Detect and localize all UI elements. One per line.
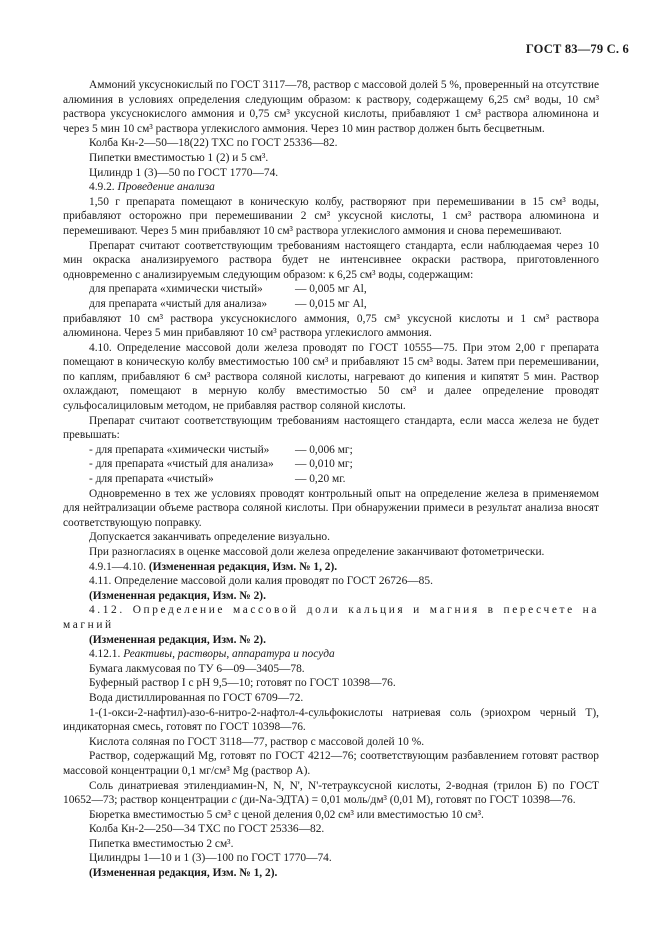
amendment-note: (Измененная редакция, Изм. № 2).	[89, 589, 266, 602]
section-number: 4.9.2.	[89, 181, 115, 194]
amendment-note	[63, 560, 599, 575]
amendment-note: (Измененная редакция, Изм. № 2).	[89, 633, 266, 646]
paragraph: 4.11. Определение массовой доли калия проводят по ГОСТ 26726—85.	[89, 575, 433, 588]
al-row-label: для препарата «чистый для анализа»	[89, 297, 268, 310]
paragraph: Буферный раствор I с рН 9,5—10; готовят по ГОСТ 10398—76.	[89, 677, 396, 690]
paragraph: Цилиндры 1—10 и 1 (3)—100 по ГОСТ 1770—74.	[89, 852, 332, 865]
fe-row	[63, 443, 599, 458]
paragraph: Допускается заканчивать определение визуально.	[89, 531, 330, 544]
al-row-value: — 0,005 мг Al,	[295, 283, 367, 296]
paragraph	[63, 779, 599, 808]
paragraph: 1-(1-окси-2-нафтил)-азо-6-нитро-2-нафтол-4-сульфокислоты натриевая соль (эриохром черный Т), индикаторная смесь, готовят по ГОСТ 10398—76.	[63, 706, 599, 734]
section-title: Реактивы, растворы, аппаратура и посуда	[123, 648, 335, 661]
paragraph: 1,50 г препарата помещают в коническую колбу, растворяют при перемешивании в 15 см³ воды, прибавляют осторожно при перемешивании 2 см³ уксусной кислоты, 1 см³ раствора алюминона и перемешивают. Через 5 мин прибавляют 10 см³ раствора углекислого аммония и снова перемешивают.	[63, 195, 599, 237]
paragraph: Бумага лакмусовая по ТУ 6—09—3405—78.	[89, 662, 305, 675]
paragraph: Колба Кн-2—250—34 ТХС по ГОСТ 25336—82.	[89, 823, 325, 836]
al-row-label: для препарата «химически чистый»	[89, 283, 263, 296]
paragraph: Кислота соляная по ГОСТ 3118—77, раствор с массовой долей 10 %.	[89, 735, 425, 748]
al-row	[63, 282, 599, 297]
paragraph-part: (ди-Na-ЭДТА) = 0,01 моль/дм³ (0,01 М), готовят по ГОСТ 10398—76.	[239, 794, 576, 807]
page-header: ГОСТ 83—79 С. 6	[525, 42, 629, 56]
paragraph: Вода дистиллированная по ГОСТ 6709—72.	[89, 691, 304, 704]
paragraph: При разногласиях в оценке массовой доли железа определение заканчивают фотометрически.	[89, 546, 545, 558]
section-number: 4.12.1.	[89, 648, 121, 661]
paragraph: Одновременно в тех же условиях проводят контрольный опыт на определение железа в применяемом для нейтрализации объеме раствора соляной кислоты. При обнаружении примеси в результат анализа вносят соответствующую поправку.	[63, 487, 599, 529]
paragraph: Пипетки вместимостью 1 (2) и 5 см³.	[89, 151, 269, 164]
paragraph: 4.10. Определение массовой доли железа проводят по ГОСТ 10555—75. При этом 2,00 г препарата помещают в коническую колбу вместимостью 100 см³ и прибавляют 15 см³ воды. Затем при перемешивании, по каплям, прибавляют 6 см³ раствора соляной кислоты, нагревают до кипения и кипятят 5 мин. Раствор охлаждают, помещают в мерную колбу вместимостью 50 см³ и далее определение проводят сульфосалициловым методом, не прибавляя раствор соляной кислоты.	[63, 341, 599, 413]
paragraph: Раствор, содержащий Mg, готовят по ГОСТ 4212—76; соответствующим разбавлением готовят раствор массовой концентрации 0,1 мг/см³ Mg (раствор А).	[63, 750, 599, 777]
paragraph-part: Соль динатриевая этилендиамин-N, N, N', N'-тетрауксусной кислоты, 2-водная (трилон Б) по ГОСТ 10652—73; раствор концентрации	[63, 779, 599, 807]
document-body	[63, 78, 599, 881]
paragraph: Цилиндр 1 (3)—50 по ГОСТ 1770—74.	[89, 166, 279, 179]
section-title: Проведение анализа	[117, 181, 215, 194]
paragraph: прибавляют 10 см³ раствора уксуснокислого аммония, 0,75 см³ уксусной кислоты и 1 см³ раствора алюминона. Через 5 мин прибавляют 10 см³ раствора углекислого аммония.	[63, 312, 599, 340]
al-row	[63, 297, 599, 312]
amendment-text: (Измененная редакция, Изм. № 1, 2).	[148, 560, 338, 573]
fe-row-value: — 0,20 мг.	[295, 473, 346, 486]
fe-row-value: — 0,006 мг;	[295, 443, 353, 456]
paragraph: Аммоний уксуснокислый по ГОСТ 3117—78, раствор с массовой долей 5 %, проверенный на отсутствие алюминия в условиях определения следующим образом: к раствору, содержащему 6,25 см³ воды, 10 см³ раствора уксуснокислого аммония и 0,75 см³ уксусной кислоты, прибавляют 1 см³ раствора алюминона и через 5 мин 10 см³ раствора углекислого аммония. Через 10 мин раствор должен быть бесцветным.	[63, 79, 599, 135]
section-heading	[63, 180, 599, 195]
fe-row	[63, 472, 599, 487]
fe-row-label: - для препарата «химически чистый»	[89, 443, 270, 456]
paragraph: Пипетка вместимостью 2 см³.	[89, 837, 234, 850]
section-heading	[63, 647, 599, 662]
fe-row	[63, 457, 599, 472]
paragraph: Препарат считают соответствующим требованиям настоящего стандарта, если масса железа не будет превышать:	[63, 414, 599, 442]
concentration-symbol: c	[231, 794, 237, 807]
fe-row-value: — 0,010 мг;	[295, 458, 353, 471]
section-heading-spaced: 4.12. Определение массовой доли кальция и магния в пересчете на магний	[63, 604, 599, 631]
section-range: 4.9.1—4.10.	[89, 560, 146, 573]
al-row-value: — 0,015 мг Al,	[295, 297, 367, 310]
amendment-note: (Измененная редакция, Изм. № 1, 2).	[89, 867, 278, 880]
paragraph: Колба Кн-2—50—18(22) ТХС по ГОСТ 25336—82.	[89, 137, 338, 150]
fe-row-label: - для препарата «чистый для анализа»	[89, 458, 274, 471]
paragraph: Препарат считают соответствующим требованиям настоящего стандарта, если наблюдаемая через 10 мин окраска анализируемого раствора будет не интенсивнее окраски раствора, приготовленного одновременно с анализируемым следующим образом: к 6,25 см³ воды, содержащим:	[63, 239, 599, 281]
paragraph: Бюретка вместимостью 5 см³ с ценой деления 0,02 см³ или вместимостью 10 см³.	[89, 808, 484, 821]
fe-row-label: - для препарата «чистый»	[89, 473, 214, 486]
